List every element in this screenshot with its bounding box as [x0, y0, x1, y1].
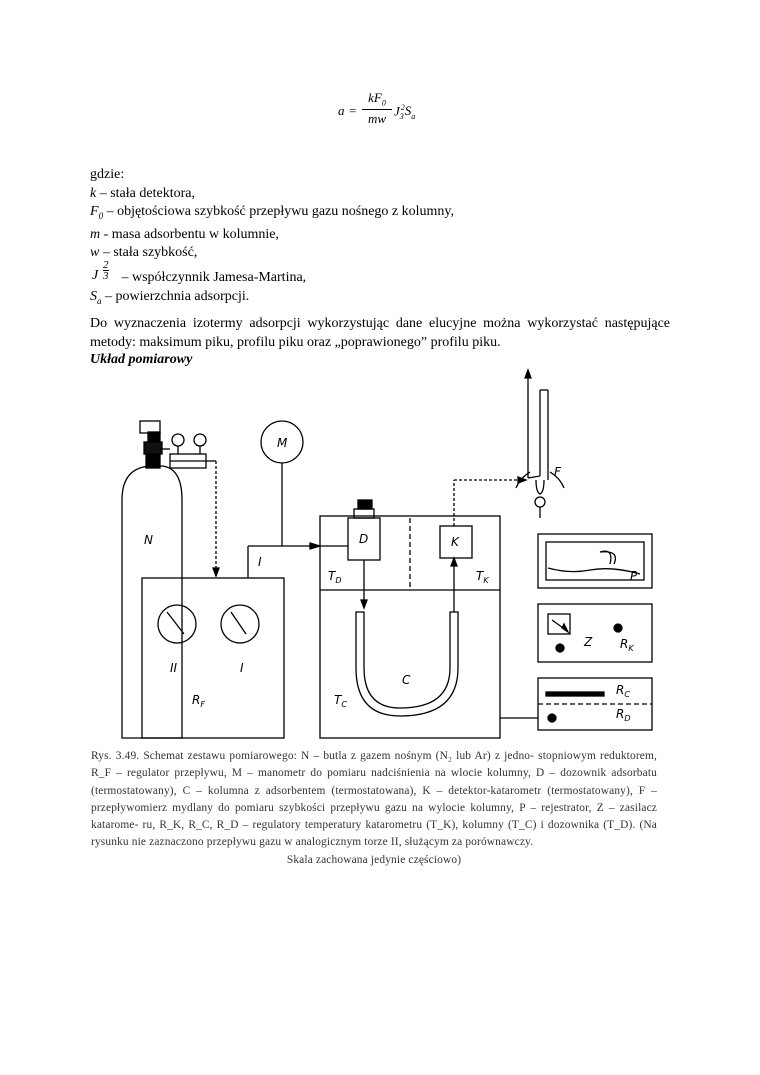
label-r-f: $R_F$	[192, 693, 205, 709]
label-r-d: $R_D$	[616, 707, 631, 723]
gauge-i	[221, 605, 259, 643]
label-m: M	[277, 436, 288, 450]
caption-line-1: Rys. 3.49. Schemat zestawu pomiarowego: N – butla z gazem nośnym (N₂ lub Ar) z jedno-	[91, 750, 535, 762]
label-k: K	[451, 535, 459, 549]
caption-line-8: Skala zachowana jedynie częściowo)	[286, 853, 462, 866]
label-t-d: $T_D$	[328, 569, 342, 585]
formula-rhs: $J^2_3S_a$	[394, 103, 416, 121]
measurement-setup-diagram	[100, 368, 660, 740]
reducer-box	[144, 442, 162, 454]
label-r-c: $R_C$	[616, 683, 630, 699]
reducer-gauge-left	[172, 434, 184, 446]
caption-line-4: (termostatowana), K – detektor-katarometr (termostatowany), F – przepływomierz mydlany do	[91, 784, 657, 814]
definition-sa: $S_a$ – powierzchnia adsorpcji.	[90, 289, 250, 307]
thermostat-housing	[320, 516, 500, 738]
definition-f0: $F_0$ – objętościowa szybkość przepływu gazu nośnego z kolumny,	[90, 204, 455, 221]
label-i-gauge: I	[240, 661, 244, 675]
definition-j: J 2 3 – współczynnik Jamesa-Martina,	[92, 258, 307, 285]
reducer-gauge-box	[140, 421, 160, 433]
flow-regulator-box	[142, 578, 284, 738]
power-supply-box	[538, 604, 652, 662]
reducer-gauge-right	[194, 434, 206, 446]
formula-denominator: mw	[367, 110, 387, 126]
formula-fraction	[362, 90, 392, 127]
label-n: N	[144, 533, 153, 547]
label-c: C	[402, 673, 411, 687]
gas-cylinder	[122, 466, 182, 738]
label-d: D	[359, 532, 369, 546]
label-r-k: $R_K$	[620, 637, 634, 653]
formula-equals: =	[349, 103, 357, 118]
symbol-definitions	[90, 166, 454, 311]
caption-line-7: rysunku nie zaznaczono przepływu gazu w analogicznym torze II, służącym za porównawczy.	[91, 836, 534, 849]
definitions-intro: gdzie:	[90, 167, 125, 182]
label-ii: II	[170, 661, 178, 675]
methods-paragraph: Do wyznaczenia izotermy adsorpcji wykorzystując dane elucyjne można wykorzystać następujące metody: maksimum piku, profilu piku oraz „poprawionego” profilu piku.	[90, 316, 670, 350]
label-z: Z	[584, 635, 593, 649]
label-i-line: I	[258, 555, 262, 569]
label-f: F	[554, 465, 561, 479]
james-martin-symbol: J 2 3	[92, 258, 109, 283]
label-t-c: $T_C$	[334, 693, 347, 709]
caption-line-2: stopniowym reduktorem, R_F – regulator przepływu, M – manometr do pomiaru nadciśnienia na	[91, 750, 658, 780]
formula-lhs: a	[338, 103, 345, 118]
caption-line-3: wlocie kolumny, D – dozownik adsorbatu (termostatowany), C – kolumna z adsorbentem	[91, 767, 657, 797]
caption-line-6: ru, R_K, R_C, R_D – regulatory temperatury katarometru (T_K), kolumny (T_C) i dozownika (T_D). (Na	[142, 819, 657, 832]
definition-w: w – stała szybkość,	[90, 245, 198, 261]
figure-caption	[91, 748, 657, 869]
section-title: Układ pomiarowy	[90, 352, 193, 367]
caption-line-5: pomiaru szybkości przepływu gazu na wylocie kolumny, P – rejestrator, Z – zasilacz katarome-	[91, 801, 657, 832]
definition-k: k – stała detektora,	[90, 185, 195, 201]
label-t-k: $T_K$	[476, 569, 489, 585]
u-tube-column	[356, 612, 458, 716]
label-p: P	[630, 569, 638, 583]
cylinder-valve	[146, 454, 160, 468]
formula-numerator: $kF_0$	[362, 90, 392, 110]
definition-m: m - masa adsorbentu w kolumnie,	[90, 226, 279, 242]
